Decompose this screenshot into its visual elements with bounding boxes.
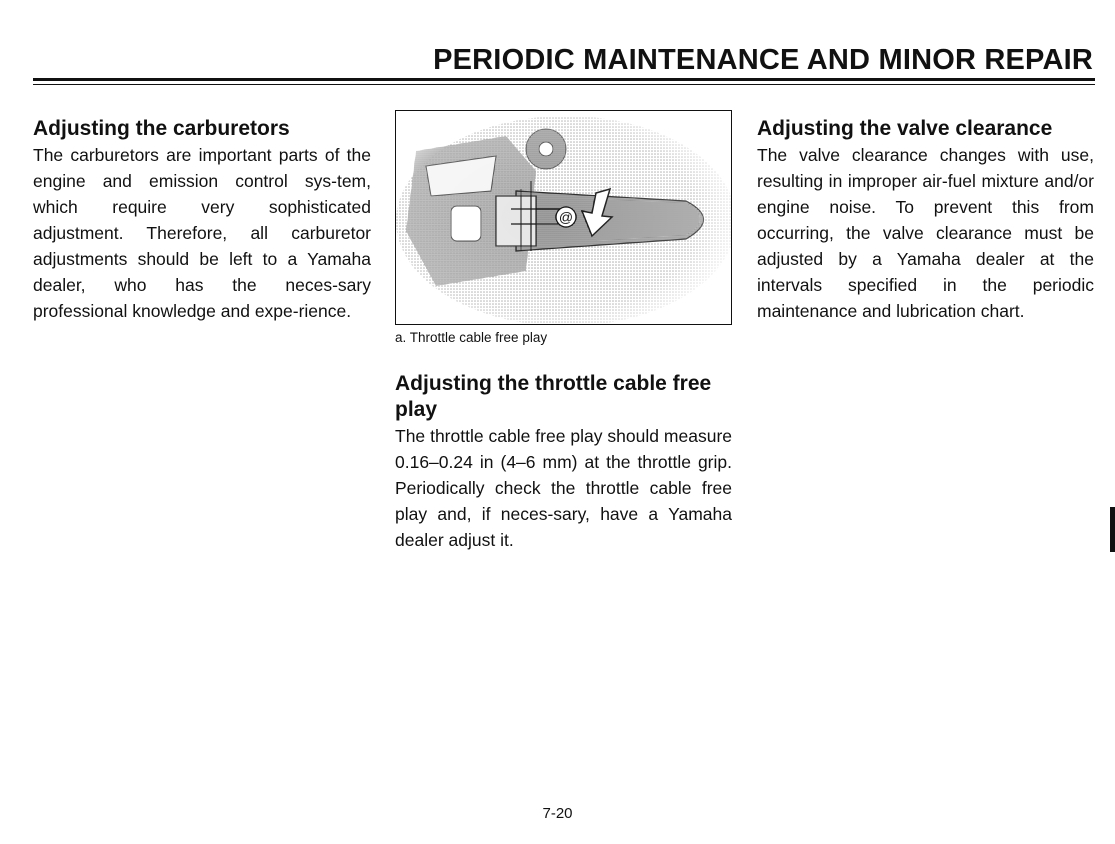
valve-clearance-heading: Adjusting the valve clearance	[757, 117, 1053, 140]
carburetors-body: The carburetors are important parts of the engine and emission control sys-tem, which require very sophisticated adjustment. Therefore, all carburetor adjustments should be left to a Yamaha dealer, who has the neces-sary professional knowledge and expe-rience.	[33, 145, 371, 321]
valve-clearance-body: The valve clearance changes with use, resulting in improper air-fuel mixture and/or engine noise. To prevent this from occurring, the valve clearance must be adjusted by a Yamaha dealer at the intervals specified in the periodic maintenance and lubrication chart.	[757, 145, 1094, 321]
left-column	[33, 116, 371, 324]
carburetors-heading: Adjusting the carburetors	[33, 117, 290, 140]
throttle-grip-illustration	[396, 111, 731, 324]
chapter-edge-tab	[1110, 507, 1115, 552]
throttle-figure	[395, 110, 732, 325]
right-column	[757, 116, 1094, 324]
throttle-body: The throttle cable free play should measure 0.16–0.24 in (4–6 mm) at the throttle grip. Periodically check the throttle cable free play and, if neces-sary, have a Yamaha dealer adjust it.	[395, 426, 732, 550]
header-rule-thin	[33, 84, 1095, 85]
middle-column	[395, 110, 732, 553]
figure-caption: a. Throttle cable free play	[395, 330, 548, 345]
page-header-title: PERIODIC MAINTENANCE AND MINOR REPAIR	[433, 44, 1093, 76]
header-rule-thick	[33, 78, 1095, 81]
throttle-heading: Adjusting the throttle cable free play	[395, 372, 712, 421]
page-number: 7-20	[542, 805, 573, 822]
throttle-section	[395, 371, 732, 553]
